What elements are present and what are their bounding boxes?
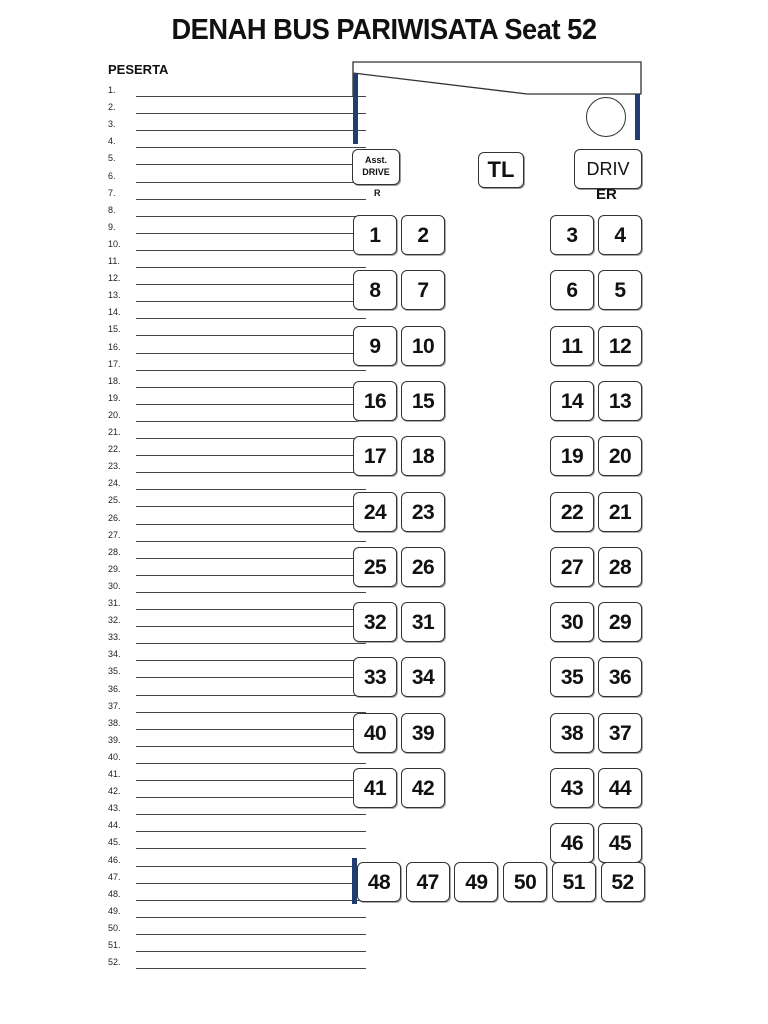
participant-number: 18.	[108, 375, 121, 386]
driver-seat[interactable]: DRIV	[574, 149, 642, 189]
seat[interactable]: 9	[353, 326, 397, 366]
participant-name-line[interactable]	[136, 558, 366, 559]
tour-leader-seat[interactable]: TL	[478, 152, 524, 188]
participant-name-line[interactable]	[136, 216, 366, 217]
participant-number: 21.	[108, 427, 121, 437]
participant-number: 40.	[108, 751, 121, 762]
seat[interactable]: 24	[353, 492, 397, 532]
seat[interactable]: 22	[550, 492, 594, 532]
participant-name-line[interactable]	[136, 866, 366, 867]
participant-name-line[interactable]	[136, 199, 366, 200]
seat[interactable]: 14	[550, 381, 594, 421]
seat[interactable]: 34	[401, 657, 445, 697]
assistant-driver-seat[interactable]	[352, 149, 400, 185]
participant-name-line[interactable]	[136, 660, 366, 661]
participant-name-line[interactable]	[136, 814, 366, 815]
participant-name-line[interactable]	[136, 147, 366, 148]
participant-number: 35.	[108, 666, 121, 677]
assistant-driver-label-line1: Asst.	[364, 155, 387, 165]
participant-number: 38.	[108, 717, 121, 728]
participant-name-line[interactable]	[136, 130, 366, 131]
participant-name-line[interactable]	[136, 472, 366, 473]
assistant-driver-label-line2: DRIVE	[362, 167, 390, 177]
participant-name-line[interactable]	[136, 404, 366, 405]
participant-number: 8.	[108, 204, 116, 215]
participant-number: 39.	[108, 734, 121, 745]
participant-name-line[interactable]	[136, 695, 366, 696]
seat[interactable]: 16	[353, 381, 397, 421]
seat[interactable]: 19	[550, 436, 594, 476]
seat[interactable]: 47	[406, 862, 450, 902]
participant-number: 48.	[108, 888, 121, 899]
participant-name-line[interactable]	[136, 746, 366, 747]
participant-number: 20.	[108, 409, 121, 420]
participant-name-line[interactable]	[136, 883, 366, 884]
participant-name-line[interactable]	[136, 164, 366, 165]
bus-windshield-outline	[352, 61, 642, 97]
participant-name-line[interactable]	[136, 370, 366, 371]
seat[interactable]: 44	[598, 768, 642, 808]
participant-name-line[interactable]	[136, 643, 366, 644]
participant-number: 16.	[108, 341, 121, 352]
participant-number: 43.	[108, 803, 121, 814]
seat[interactable]: 50	[503, 862, 547, 902]
participant-name-line[interactable]	[136, 592, 366, 593]
participant-number: 30.	[108, 580, 121, 591]
seat[interactable]: 39	[401, 713, 445, 753]
steering-wheel-icon	[586, 97, 626, 137]
participant-name-line[interactable]	[136, 763, 366, 764]
participant-name-line[interactable]	[136, 318, 366, 319]
participant-name-line[interactable]	[136, 797, 366, 798]
assistant-driver-label-overflow: R	[374, 188, 381, 198]
participant-name-line[interactable]	[136, 96, 366, 97]
participant-number: 46.	[108, 854, 121, 865]
participant-number: 25.	[108, 495, 121, 506]
participant-number: 6.	[108, 170, 116, 181]
participant-number: 44.	[108, 820, 121, 831]
seat[interactable]: 37	[598, 713, 642, 753]
participant-name-line[interactable]	[136, 900, 366, 901]
participant-number: 29.	[108, 563, 121, 574]
participant-number: 7.	[108, 187, 116, 198]
seat[interactable]: 51	[552, 862, 596, 902]
participant-number: 3.	[108, 119, 116, 130]
participant-number: 22.	[108, 444, 121, 455]
participant-number: 4.	[108, 136, 116, 147]
seat[interactable]: 52	[601, 862, 645, 902]
participant-name-line[interactable]	[136, 712, 366, 713]
participant-name-line[interactable]	[136, 780, 366, 781]
participant-name-line[interactable]	[136, 506, 366, 507]
seat[interactable]: 6	[550, 270, 594, 310]
participant-name-line[interactable]	[136, 609, 366, 610]
participant-name-line[interactable]	[136, 335, 366, 336]
participant-name-line[interactable]	[136, 934, 366, 935]
participant-number: 32.	[108, 615, 121, 626]
participant-number: 36.	[108, 683, 121, 694]
seat[interactable]: 11	[550, 326, 594, 366]
participant-number: 45.	[108, 837, 121, 848]
driver-side-marker	[635, 94, 640, 140]
participant-name-line[interactable]	[136, 353, 366, 354]
participant-number: 12.	[108, 273, 121, 284]
participant-list-heading: PESERTA	[108, 62, 169, 77]
participant-name-line[interactable]	[136, 438, 366, 439]
participant-number: 49.	[108, 905, 121, 916]
participant-number: 11.	[108, 256, 120, 266]
front-door-marker	[353, 74, 358, 144]
seat[interactable]: 27	[550, 547, 594, 587]
seat[interactable]: 32	[353, 602, 397, 642]
seat[interactable]: 28	[598, 547, 642, 587]
seat[interactable]: 25	[353, 547, 397, 587]
participant-number: 24.	[108, 478, 121, 489]
participant-name-line[interactable]	[136, 455, 366, 456]
participant-name-line[interactable]	[136, 489, 366, 490]
participant-number: 13.	[108, 290, 121, 301]
participant-name-line[interactable]	[136, 182, 366, 183]
seat[interactable]: 29	[598, 602, 642, 642]
participant-name-line[interactable]	[136, 301, 366, 302]
seat[interactable]: 38	[550, 713, 594, 753]
seat[interactable]: 2	[401, 215, 445, 255]
participant-name-line[interactable]	[136, 917, 366, 918]
seat[interactable]: 13	[598, 381, 642, 421]
seat[interactable]: 30	[550, 602, 594, 642]
seat[interactable]: 35	[550, 657, 594, 697]
seat[interactable]: 41	[353, 768, 397, 808]
seat[interactable]: 5	[598, 270, 642, 310]
seat[interactable]: 26	[401, 547, 445, 587]
participant-number: 37.	[108, 700, 121, 711]
participant-number: 10.	[108, 238, 121, 249]
participant-number: 52.	[108, 957, 121, 968]
participant-name-line[interactable]	[136, 284, 366, 285]
seat[interactable]: 12	[598, 326, 642, 366]
participant-number: 42.	[108, 786, 121, 797]
participant-number: 23.	[108, 461, 121, 472]
participant-name-line[interactable]	[136, 113, 366, 114]
seat[interactable]: 40	[353, 713, 397, 753]
participant-number: 15.	[108, 324, 121, 335]
participant-name-line[interactable]	[136, 267, 366, 268]
participant-name-line[interactable]	[136, 233, 366, 234]
participant-name-line[interactable]	[136, 541, 366, 542]
participant-number: 19.	[108, 392, 121, 403]
page-title: DENAH BUS PARIWISATA Seat 52	[171, 14, 597, 46]
seat[interactable]: 15	[401, 381, 445, 421]
participant-name-line[interactable]	[136, 831, 366, 832]
participant-name-line[interactable]	[136, 250, 366, 251]
seat[interactable]: 10	[401, 326, 445, 366]
participant-name-line[interactable]	[136, 729, 366, 730]
seat[interactable]: 4	[598, 215, 642, 255]
participant-name-line[interactable]	[136, 387, 366, 388]
seat[interactable]: 7	[401, 270, 445, 310]
participant-number: 14.	[108, 307, 121, 318]
participant-number: 31.	[108, 598, 121, 608]
seat[interactable]: 23	[401, 492, 445, 532]
participant-number: 9.	[108, 221, 116, 232]
participant-number: 51.	[108, 940, 121, 950]
participant-number: 1.	[108, 85, 116, 95]
participant-number: 34.	[108, 649, 121, 660]
participant-name-line[interactable]	[136, 421, 366, 422]
seat[interactable]: 43	[550, 768, 594, 808]
seat[interactable]: 45	[598, 823, 642, 863]
seat[interactable]: 42	[401, 768, 445, 808]
participant-number: 17.	[108, 358, 121, 369]
participant-number: 47.	[108, 871, 121, 882]
participant-name-line[interactable]	[136, 677, 366, 678]
participant-name-line[interactable]	[136, 951, 366, 952]
seat[interactable]: 8	[353, 270, 397, 310]
seat[interactable]: 17	[353, 436, 397, 476]
seat[interactable]: 46	[550, 823, 594, 863]
driver-label-overflow: ER	[596, 186, 617, 203]
seat[interactable]: 18	[401, 436, 445, 476]
seat[interactable]: 33	[353, 657, 397, 697]
participant-name-line[interactable]	[136, 626, 366, 627]
participant-number: 28.	[108, 546, 121, 557]
participant-number: 41.	[108, 769, 121, 779]
participant-name-line[interactable]	[136, 524, 366, 525]
participant-number: 50.	[108, 922, 121, 933]
seat[interactable]: 21	[598, 492, 642, 532]
participant-name-line[interactable]	[136, 968, 366, 969]
seat[interactable]: 49	[454, 862, 498, 902]
participant-name-line[interactable]	[136, 575, 366, 576]
seat[interactable]: 3	[550, 215, 594, 255]
participant-number: 2.	[108, 102, 116, 113]
seat[interactable]: 1	[353, 215, 397, 255]
seat[interactable]: 48	[357, 862, 401, 902]
participant-number: 5.	[108, 153, 116, 164]
seat[interactable]: 31	[401, 602, 445, 642]
participant-number: 27.	[108, 529, 121, 540]
participant-number: 33.	[108, 632, 121, 643]
seat[interactable]: 20	[598, 436, 642, 476]
participant-name-line[interactable]	[136, 848, 366, 849]
seat[interactable]: 36	[598, 657, 642, 697]
participant-number: 26.	[108, 512, 121, 523]
